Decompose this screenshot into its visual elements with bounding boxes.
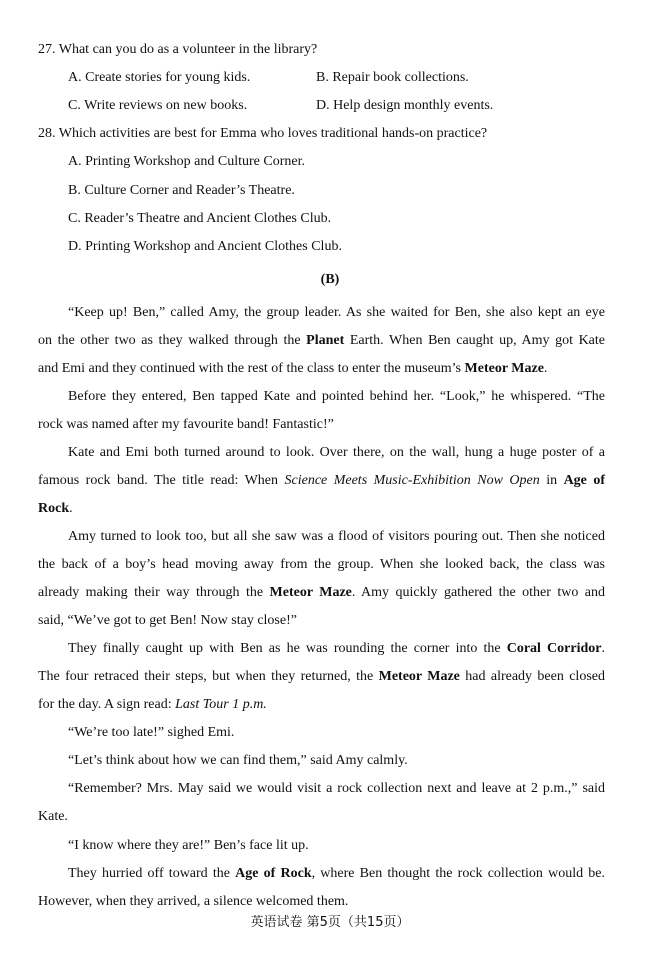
passage-p1-line3 — [38, 360, 547, 378]
passage-p8-line2: Kate. — [38, 809, 68, 824]
text-run: They hurried off toward the — [68, 866, 236, 881]
passage-p4-line1: Amy turned to look too, but all she saw was a flood of visitors pouring out. Then she noticed — [68, 529, 605, 544]
text-run: and Emi and they continued with the rest of the class to enter the museum’s — [38, 361, 465, 376]
place-name: Meteor Maze — [269, 585, 352, 600]
sign-text: Last Tour 1 p.m. — [175, 697, 267, 712]
passage-p5-line2 — [38, 668, 605, 686]
passage-p2-line1: Before they entered, Ben tapped Kate and pointed behind her. “Look,” he whispered. “The — [68, 389, 605, 404]
passage-p1-line1: “Keep up! Ben,” called Amy, the group leader. As she waited for Ben, she also kept an eye — [68, 305, 605, 320]
question-27-option-a: A. Create stories for young kids. — [68, 70, 251, 85]
text-run: They finally caught up with Ben as he was rounding the corner into the — [68, 641, 507, 656]
passage-p2-line2: rock was named after my favourite band! Fantastic!” — [38, 417, 334, 432]
place-name: Planet — [306, 333, 345, 348]
text-run: , where Ben thought the rock collection would be. — [311, 866, 605, 881]
passage-p3-line3 — [38, 500, 73, 518]
passage-p8-line1: “Remember? Mrs. May said we would visit a rock collection next and leave at 2 p.m.,” said — [68, 781, 605, 796]
text-run: for the day. A sign read: — [38, 697, 176, 712]
exhibition-title: Science Meets Music-Exhibition Now Open — [284, 473, 540, 488]
section-heading-text: (B) — [320, 272, 340, 287]
section-heading — [0, 271, 660, 289]
passage-p4-line4: said, “We’ve got to get Ben! Now stay close!” — [38, 613, 297, 628]
passage-p5-line3 — [38, 696, 267, 714]
question-28-stem: 28. Which activities are best for Emma who loves traditional hands-on practice? — [38, 126, 488, 141]
text-run: famous rock band. The title read: When — [38, 473, 285, 488]
question-28-option-b: B. Culture Corner and Reader’s Theatre. — [68, 183, 295, 198]
passage-p3-line1: Kate and Emi both turned around to look. Over there, on the wall, hung a huge poster of a — [68, 445, 605, 460]
place-name: Rock — [38, 501, 70, 516]
passage-p10-line2: However, when they arrived, a silence welcomed them. — [38, 894, 349, 909]
question-27-stem: 27. What can you do as a volunteer in the library? — [38, 42, 318, 57]
text-run: already making their way through the — [38, 585, 270, 600]
page-footer: 英语试卷 第5页（共15页） — [250, 915, 410, 930]
question-27-option-c: C. Write reviews on new books. — [68, 98, 248, 113]
text-run: . — [543, 361, 548, 376]
place-name: Age of — [563, 473, 606, 488]
question-27-option-b: B. Repair book collections. — [316, 70, 469, 85]
passage-p1-line2 — [38, 332, 605, 350]
text-run: . — [601, 641, 605, 656]
question-28-option-a: A. Printing Workshop and Culture Corner. — [68, 154, 305, 169]
place-name: Coral Corridor — [506, 641, 602, 656]
place-name: Meteor Maze — [378, 669, 460, 684]
text-run: The four retraced their steps, but when they returned, the — [38, 669, 379, 684]
question-28-option-c: C. Reader’s Theatre and Ancient Clothes Club. — [68, 211, 332, 226]
passage-p5-line1 — [68, 640, 605, 658]
text-run: . — [69, 501, 73, 516]
passage-p6: “We’re too late!” sighed Emi. — [68, 725, 235, 740]
text-run: . Amy quickly gathered the other two and — [351, 585, 606, 600]
passage-p7: “Let’s think about how we can find them,” said Amy calmly. — [68, 753, 408, 768]
passage-p4-line3 — [38, 584, 605, 602]
text-run: in — [539, 473, 564, 488]
passage-p4-line2: the back of a boy’s head moving away from the group. When she looked back, the class was — [38, 557, 605, 572]
text-run: on the other two as they walked through the — [38, 333, 307, 348]
question-27-option-d: D. Help design monthly events. — [316, 98, 494, 113]
passage-p9: “I know where they are!” Ben’s face lit up. — [68, 838, 309, 853]
passage-p3-line2 — [38, 472, 605, 490]
text-run: Earth. When Ben caught up, Amy got Kate — [344, 333, 606, 348]
passage-p10-line1 — [68, 865, 605, 883]
place-name: Meteor Maze — [464, 361, 544, 376]
question-28-option-d: D. Printing Workshop and Ancient Clothes Club. — [68, 239, 342, 254]
text-run: had already been closed — [459, 669, 605, 684]
place-name: Age of Rock — [235, 866, 312, 881]
